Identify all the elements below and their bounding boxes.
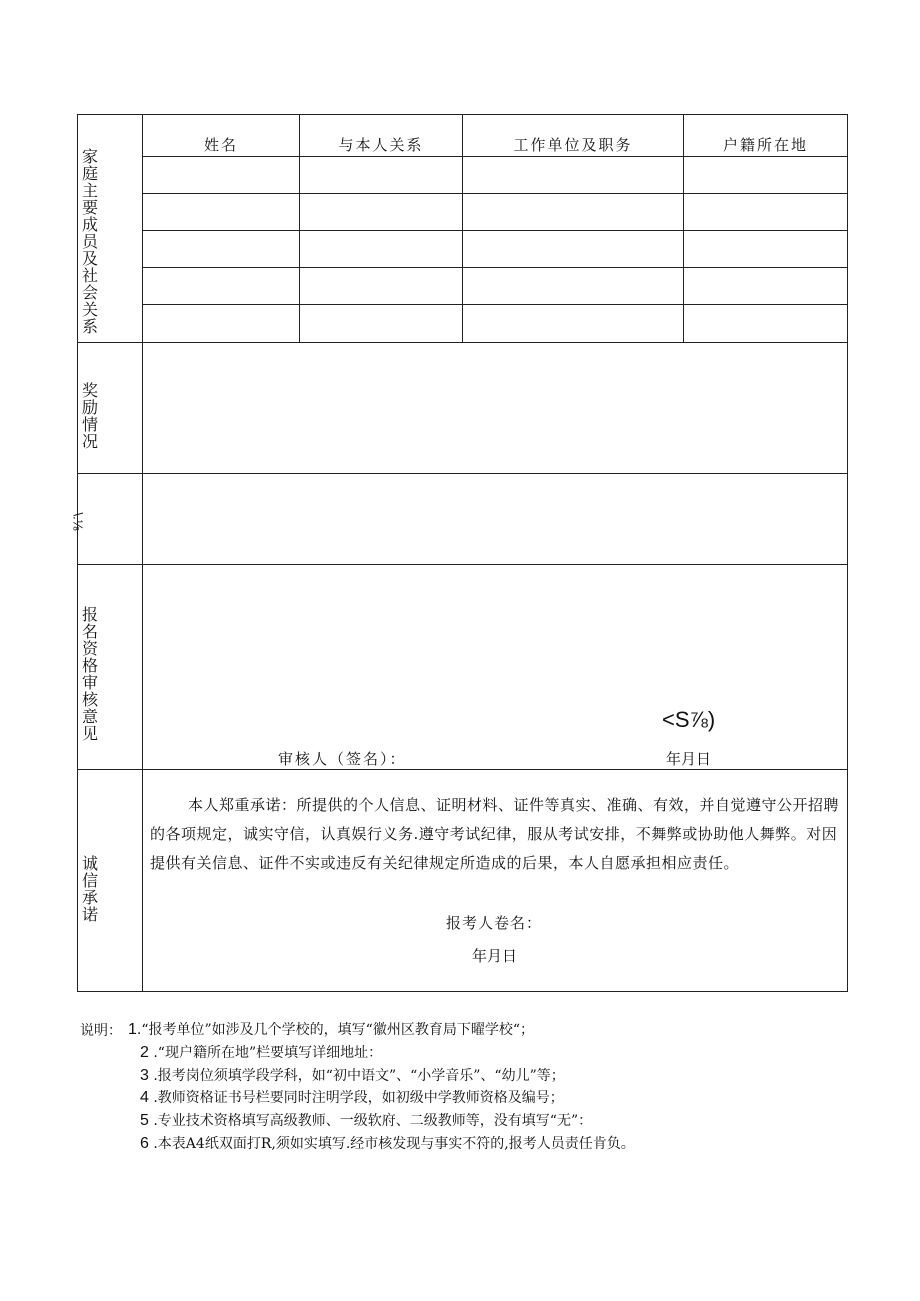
table-row[interactable] [143,194,847,230]
note-item [140,1087,564,1107]
row3-section-label-wrap [70,508,96,538]
note-number: 2 [140,1044,149,1061]
table-border-bottom [77,991,848,992]
notes-prefix: 说明： [80,1023,122,1039]
awards-field[interactable] [143,343,847,473]
table-row[interactable] [143,268,847,304]
family-section-label: 家庭主要成员及社会关系 [81,147,98,336]
note-item [140,1042,382,1062]
note-text: .专业技术资格填写高级教师、一级软府、二级教师等，没有填写“无”： [153,1113,593,1129]
section-divider [77,769,848,770]
table-row[interactable] [143,305,847,341]
integrity-statement: 本人郑重承诺：所提供的个人信息、证明材料、证件等真实、准确、有效，并自觉遵守公开招聘的各项规定，诚实守信，认真娱行义务.遵守考试纪律，服从考试安排，不舞弊或协助他人舞弊。对因提供有关信息、证件不实或违反有关纪律规定所造成的后果，本人自愿承担相应责任。 [150,796,840,872]
awards-section-label: 奖励情况 [81,381,98,451]
header-household-register: 户籍所在地 [722,136,808,154]
note-number: 4 [140,1089,149,1106]
header-work-unit: 工作单位及职务 [513,136,633,154]
note-text: .教师资格证书号栏要同时注明学段，如初级中学教师资格及编号； [153,1090,564,1106]
integrity-date: 年月日 [472,947,518,965]
header-relation: 与本人关系 [338,136,424,154]
note-text: .本表A4纸双面打R,须如实填写.经市核发现与事实不符的,报考人员责任肯负。 [153,1136,635,1152]
reviewer-signature-label: 审核人（签名）： [278,750,407,768]
note-item [140,1133,635,1153]
note-text: “报考单位”如涉及几个学校的，填写“徽州区教育局下曜学校“； [141,1022,534,1038]
note-text: .“现户籍所在地”栏要填写详细地址： [153,1045,383,1061]
review-section-label: 报名资格审核意见 [81,605,98,743]
integrity-section-label: 诚信承诺 [81,854,98,924]
table-row[interactable] [143,231,847,267]
review-stamp: <S⅞) [662,707,716,732]
note-number: 6 [140,1135,149,1152]
row3-field[interactable] [143,474,847,564]
applicant-signature-label: 报考人卷名： [446,914,543,932]
note-item [140,1110,592,1130]
note-number: 3 [140,1067,149,1084]
note-number: 5 [140,1112,149,1129]
note-text: .报考岗位须填学段学科，如“初中语文”、“小学音乐”、“幼儿”等； [153,1068,565,1084]
review-field[interactable] [143,565,847,769]
note-item [140,1065,565,1085]
note-item [128,1019,534,1039]
table-row[interactable] [143,157,847,193]
note-number: 1. [128,1021,142,1038]
table-border-right [847,114,848,991]
review-date: 年月日 [666,750,712,768]
header-name: 姓名 [203,136,238,154]
row3-section-label: \.⅛ [70,512,86,531]
